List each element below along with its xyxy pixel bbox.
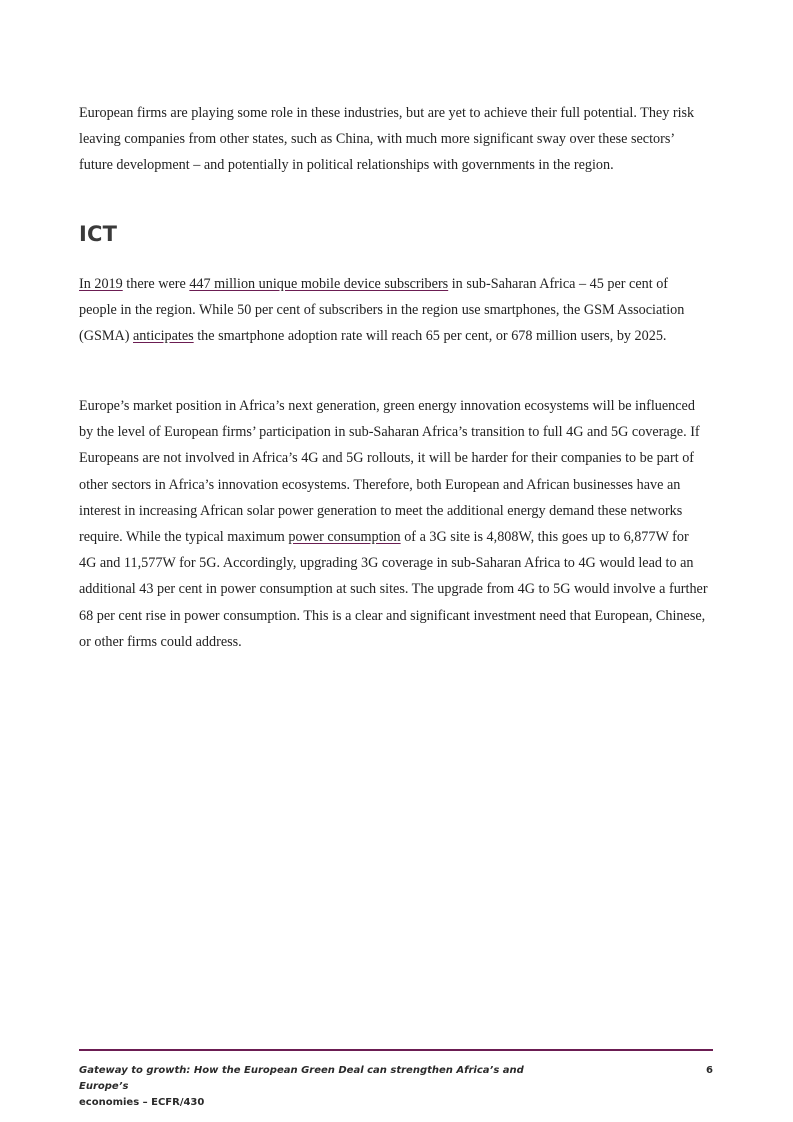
link-power-consumption[interactable]: power consumption [288,529,401,546]
intro-text: European firms are playing some role in these industries, but are yet to achieve their full potential. They risk leaving companies from other states, such as China, with much more significant sway over these sectors’ future development – and potentially in political relationships with governments in the region. [79,105,695,174]
footer-title-line: Gateway to growth: How the European Green Deal can strengthen Africa’s and Europe’s [79,1065,524,1092]
ict-p1-text-a: there were [122,276,190,292]
ict-paragraph-2 [79,393,709,655]
section-heading-ict: ICT [79,222,118,246]
link-in-2019[interactable]: In 2019 [79,276,123,292]
page-number: 6 [706,1065,713,1076]
footer-divider [79,1049,713,1051]
ict-p2-text-a: Europe’s market position in Africa’s next generation, green energy innovation ecosystems will be influenced by the level of European firms’ participation in sub-Saharan Africa’s transition to full 4G and 5G coverage. If Europeans are not involved in Africa’s 4G and 5G rollouts, it will be harder for their companies to be part of other sectors in Africa’s innovation ecosystems. Therefore, both European and African businesses have an interest in increasing African solar power generation to meet the additional energy demand these networks require. While the typical maximum [79,398,700,546]
link-anticipates[interactable]: anticipates [133,328,194,345]
ict-p1-text-c: the smartphone adoption rate will reach 65 per cent, or 678 million users, by 2025. [193,328,667,345]
footer-title [79,1063,559,1111]
footer-subtitle: economies – ECFR/430 [79,1097,205,1108]
ict-p1-text-b: in sub-Saharan Africa – 45 per cent of people in the region. While 50 per cent of subscribers in the region use smartphones, the GSM Association (GSMA) [79,276,685,345]
ict-paragraph-1 [79,271,709,350]
link-mobile-subscribers[interactable]: 447 million unique mobile device subscribers [189,276,449,292]
intro-paragraph [79,100,709,179]
ict-p2-text-b: of a 3G site is 4,808W, this goes up to 6,877W for 4G and 11,577W for 5G. Accordingly, upgrading 3G coverage in sub-Saharan Africa to 4G would lead to an additional 43 per cent in power consumption at such sites. The upgrade from 4G to 5G would involve a further 68 per cent rise in power consumption. This is a clear and significant investment need that European, Chinese, or other firms could address. [79,529,708,650]
